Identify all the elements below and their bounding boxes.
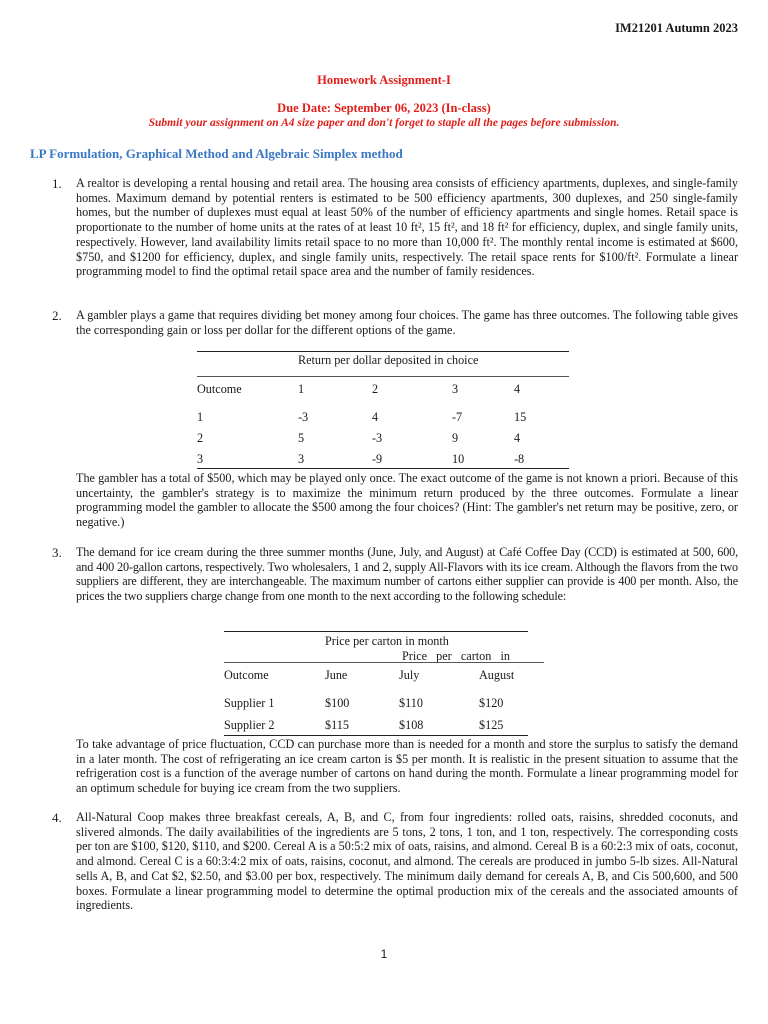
table-cell: 10 — [452, 451, 465, 466]
table-header-cell: 2 — [372, 381, 379, 396]
section-heading: LP Formulation, Graphical Method and Algebraic Simplex method — [30, 146, 403, 161]
table-header-cell: 3 — [452, 381, 459, 396]
table-cell: $108 — [399, 717, 424, 732]
table-cell: -9 — [372, 451, 383, 466]
table-rule — [224, 662, 544, 663]
table-header-row — [224, 665, 528, 685]
table-cell: 9 — [452, 430, 459, 445]
question-number: 2. — [52, 308, 62, 323]
question-2-followup: The gambler has a total of $500, which may be played only once. The exact outcome of the game is not known a priori. Because of this uncertainty, the gambler's strategy is to maximize the minimum return produced by the three outcomes. Formulate a linear programming model the gambler to allocate the $500 among the four choices? (Hint: The gambler's net return may be positive, zero, or negative.) — [76, 471, 738, 530]
course-header: IM21201 Autumn 2023 — [615, 21, 738, 35]
table-caption: Price per carton in month — [325, 634, 449, 648]
table-header-cell: Outcome — [197, 381, 242, 396]
table-cell: $115 — [325, 717, 349, 732]
table-rule — [197, 468, 569, 469]
table-header-cell: Outcome — [224, 667, 269, 682]
table-rule — [197, 351, 569, 352]
table-cell: 4 — [372, 409, 379, 424]
table-rule — [224, 631, 528, 632]
table-cell: 3 — [298, 451, 305, 466]
table-header-cell: July — [399, 667, 420, 682]
table-cell: 4 — [514, 430, 521, 445]
table-row — [224, 692, 528, 714]
table-cell: $125 — [479, 717, 504, 732]
table-header-cell: June — [325, 667, 348, 682]
table-header-row — [197, 379, 569, 399]
table-cell: 15 — [514, 409, 527, 424]
assignment-title: Homework Assignment-I — [317, 73, 451, 87]
question-2-text: A gambler plays a game that requires dividing bet money among four choices. The game has three outcomes. The following table gives the corresponding gain or loss per dollar for the different options of the game. — [76, 308, 738, 337]
table-cell: 1 — [197, 409, 204, 424]
table-cell: $120 — [479, 695, 504, 710]
table-rule — [224, 735, 528, 736]
table-row — [197, 449, 569, 469]
question-4-text: All-Natural Coop makes three breakfast cereals, A, B, and C, from four ingredients: rolled oats, raisins, shredded coconuts, and slivered almonds. The daily availabilities of the ingredients are 5 tons, 2 tons, 1 ton, and 1 ton, respectively. The corresponding costs per ton are $100, $120, $110, and $200. Cereal A is a 50:5:2 mix of oats, raisins, and almond. Cereal B is a 60:2:3 mix of oats, coconut, and almond. Cereal C is a 60:3:4:2 mix of oats, raisins, coconut, and almond. The cereals are produced in jumbo 5-lb sizes. All-Natural sells A, B, and Cat $2, $2.50, and $3.00 per box, respectively. The minimum daily demand for cereals A, B, and Cis 500,600, and 500 boxes. Formulate a linear programming model to determine the optimal production mix of the cereals and the associated amounts of ingredients. — [76, 810, 738, 913]
ice-cream-price-table — [224, 665, 528, 736]
submission-note: Submit your assignment on A4 size paper and don't forget to staple all the pages before submission. — [148, 117, 620, 129]
table-row — [197, 407, 569, 427]
page-number: 1 — [380, 947, 388, 961]
question-1-text: A realtor is developing a rental housing and retail area. The housing area consists of efficiency apartments, duplexes, and single-family homes. Maximum demand by potential renters is estimated to be 500 efficiency apartments, 300 duplexes, and 250 single-family homes, but the number of duplexes must equal at least 50% of the number of efficiency apartments and single homes. Retail space is proportionate to the number of home units at the rates of at least 10 ft², 15 ft², and 18 ft² for efficiency, duplex, and single family units, respectively. However, land availability limits retail space to no more than 10,000 ft². The monthly rental income is estimated at $600, $750, and $1200 for efficiency, duplex, and single family units, respectively. The retail space rents for $100/ft². Formulate a linear programming model to find the optimal retail space area and the number of family residences. — [76, 176, 738, 279]
question-3-followup: To take advantage of price fluctuation, CCD can purchase more than is needed for a month and store the surplus to satisfy the demand in a later month. The cost of refrigerating an ice cream carton is $5 per month. It is realistic in the present situation to assume that the refrigeration cost is a function of the average number of cartons on hand during the month. Formulate a linear programming model for an optimum schedule for buying ice cream from the two suppliers. — [76, 737, 738, 796]
question-number: 3. — [52, 545, 62, 560]
table-cell: 5 — [298, 430, 305, 445]
table-caption: Price per carton in — [402, 649, 510, 663]
table-cell: -3 — [372, 430, 383, 445]
table-cell: Supplier 2 — [224, 717, 275, 732]
table-cell: 3 — [197, 451, 204, 466]
table-cell: -7 — [452, 409, 463, 424]
gambler-table — [197, 379, 569, 469]
table-cell: -8 — [514, 451, 525, 466]
table-cell: $100 — [325, 695, 350, 710]
table-rule — [197, 376, 569, 377]
table-cell: -3 — [298, 409, 309, 424]
due-date: Due Date: September 06, 2023 (In-class) — [277, 101, 491, 115]
table-cell: $110 — [399, 695, 423, 710]
table-header-cell: 1 — [298, 381, 305, 396]
table-caption: Return per dollar deposited in choice — [298, 353, 479, 367]
question-number: 4. — [52, 810, 62, 825]
table-row — [224, 714, 528, 736]
table-header-cell: 4 — [514, 381, 521, 396]
table-cell: 2 — [197, 430, 204, 445]
question-3-text: The demand for ice cream during the three summer months (June, July, and August) at Café Coffee Day (CCD) is estimated at 500, 600, and 400 20-gallon cartons, respectively. Two wholesalers, 1 and 2, supply All-Flavors with its ice cream. Although the flavors from the two suppliers are different, they are interchangeable. The maximum number of cartons either supplier can provide is 400 per month. Also, the prices the two suppliers charge change from one month to the next according to the following schedule: — [76, 545, 738, 603]
table-row — [197, 427, 569, 449]
table-cell: Supplier 1 — [224, 695, 275, 710]
question-number: 1. — [52, 176, 62, 191]
table-header-cell: August — [479, 667, 515, 682]
